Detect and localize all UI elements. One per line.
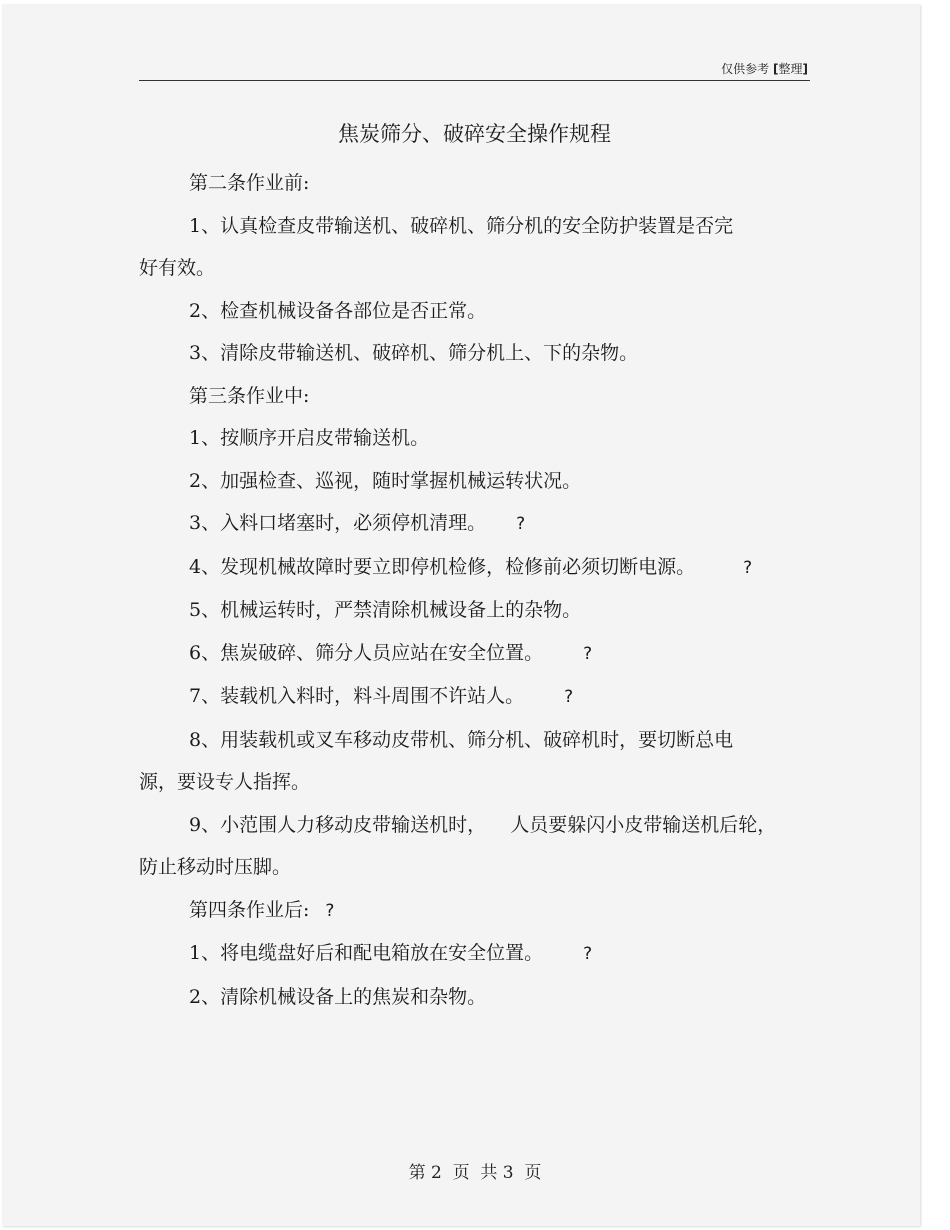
paragraph-line <box>139 589 810 632</box>
paragraph-line <box>139 205 810 248</box>
paragraph-text: 第四条作业后: <box>189 898 310 921</box>
question-mark: ? <box>743 557 753 578</box>
paragraph-line <box>139 332 810 375</box>
paragraph-line <box>139 976 810 1019</box>
paragraph-line <box>139 719 810 762</box>
paragraph-text: 4、发现机械故障时要立即停机检修，检修前必须切断电源。 <box>189 555 696 578</box>
question-mark: ? <box>516 514 526 534</box>
paragraph-text: 防止移动时压脚。 <box>139 856 292 878</box>
question-mark: ? <box>583 643 593 664</box>
document-title: 焦炭筛分、破碎安全操作规程 <box>338 122 611 146</box>
paragraph-line <box>139 804 810 847</box>
paragraph-text: 9、小范围人力移动皮带输送机时， 人员要躲闪小皮带输送机后轮， <box>189 813 777 836</box>
paragraph-text: 2、检查机械设备各部位是否正常。 <box>189 299 487 322</box>
header-bracket-open: [ <box>773 62 779 76</box>
paragraph-line <box>139 932 810 976</box>
paragraph-text: 6、焦炭破碎、筛分人员应站在安全位置。 <box>189 641 544 664</box>
paragraph-line <box>139 632 810 676</box>
paragraph-text: 第二条作业前: <box>189 172 310 194</box>
paragraph-continuation-line <box>139 846 810 889</box>
header-rule <box>139 80 810 81</box>
paragraph-line <box>139 889 810 933</box>
paragraph-text: 第三条作业中: <box>189 384 310 407</box>
paragraph-text: 2、清除机械设备上的焦炭和杂物。 <box>189 985 487 1008</box>
header-tag: 整理 <box>778 62 803 76</box>
question-mark: ? <box>325 900 335 921</box>
paragraph-line <box>139 417 810 460</box>
paragraph-text: 2、加强检查、巡视，随时掌握机械运转状况。 <box>189 469 582 492</box>
paragraph-line <box>139 375 810 418</box>
paragraph-line <box>139 546 810 590</box>
paragraph-text: 8、用装载机或叉车移动皮带机、筛分机、破碎机时，要切断总电 <box>189 728 734 751</box>
paragraph-line <box>139 162 810 205</box>
paragraph-text: 好有效。 <box>139 257 216 279</box>
paragraph-text: 5、机械运转时，严禁清除机械设备上的杂物。 <box>189 599 582 621</box>
paragraph-text: 1、将电缆盘好后和配电箱放在安全位置。 <box>189 942 544 964</box>
question-mark: ? <box>564 687 574 707</box>
paragraph-continuation-line <box>139 247 810 290</box>
paragraph-line <box>139 675 810 719</box>
paragraph-text: 7、装载机入料时，料斗周围不许站人。 <box>189 685 525 707</box>
document-page <box>2 4 920 1226</box>
paragraph-text: 1、认真检查皮带输送机、破碎机、筛分机的安全防护装置是否完 <box>189 214 734 237</box>
header-prefix: 仅供参考 <box>721 62 770 76</box>
paragraph-line <box>139 502 810 546</box>
question-mark: ? <box>583 944 593 964</box>
paragraph-line <box>139 290 810 333</box>
page-footer: 第 2 页 共 3 页 <box>408 1163 542 1183</box>
paragraph-text: 3、清除皮带输送机、破碎机、筛分机上、下的杂物。 <box>189 342 639 364</box>
paragraph-text: 1、按顺序开启皮带输送机。 <box>189 427 430 449</box>
header-bracket-close: ] <box>802 62 808 76</box>
header-note <box>721 60 808 77</box>
paragraph-text: 3、入料口堵塞时，必须停机清理。 <box>189 512 487 534</box>
paragraph-line <box>139 460 810 503</box>
paragraph-continuation-line <box>139 761 810 804</box>
document-body <box>139 162 810 1018</box>
paragraph-text: 源，要设专人指挥。 <box>139 771 311 793</box>
